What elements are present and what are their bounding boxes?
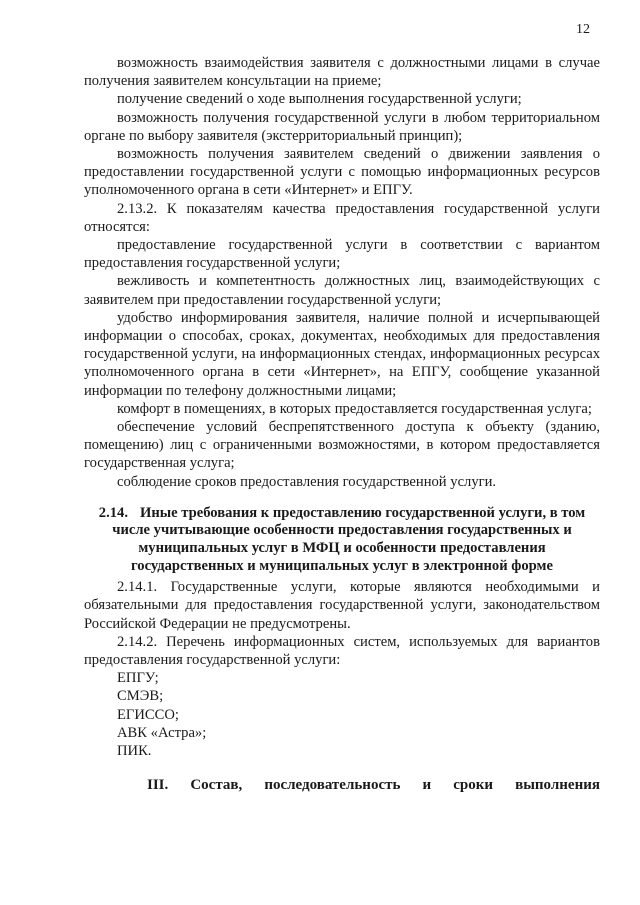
section-word: выполнения [515,777,600,794]
section-word: Состав, [190,777,243,794]
section-heading-2-14 [84,505,600,575]
section-number: III. [147,777,169,794]
list-item: СМЭВ; [117,688,164,705]
paragraph: вежливость и компетентность должностных лиц, взаимодействующих с заявителем при предоставлении государственной услуги; [84,273,600,308]
paragraph: возможность получения заявителем сведений о движении заявления о предоставлении государственной услуги с помощью информационных ресурсов уполномоченного органа в сети «Интернет» и ЕПГУ. [84,146,600,199]
paragraph: 2.13.2. К показателям качества предоставления государственной услуги относятся: [84,200,600,235]
paragraph: 2.14.2. Перечень информационных систем, используемых для вариантов предоставления государственной услуги: [84,633,600,669]
section-heading-iii [84,776,600,794]
paragraph: удобство информирования заявителя, наличие полной и исчерпывающей информации о способах, сроках, документах, необходимых для предоставления государственной услуги, на информационных стендах, информационных ресурсах уполномоченного органа в сети «Интернет», на ЕПГУ, сообщение указанной информации по телефону должностными лицами; [84,309,600,399]
paragraph: получение сведений о ходе выполнения государственной услуги; [117,91,522,108]
section-word: сроки [453,777,494,794]
heading-number: 2.14. [98,504,128,521]
page-number: 12 [576,22,590,37]
paragraph: предоставление государственной услуги в соответствии с вариантом предоставления государственной услуги; [84,237,600,272]
section-word: и [422,777,432,794]
list-item: ПИК. [117,743,152,760]
list-item: АВК «Астра»; [117,724,207,741]
paragraph: обеспечение условий беспрепятственного доступа к объекту (зданию, помещению) лиц с ограниченными возможностями, в котором предоставляется государственная услуга; [84,419,600,472]
heading-text: Иные требования к предоставлению государственной услуги, в том числе учитывающие особенности предоставления государственных и муниципальных услуг в МФЦ и особенности предоставления государственных и муниципальных услуг в электронной форме [112,504,586,574]
paragraph: 2.14.1. Государственные услуги, которые являются необходимыми и обязательными для предоставления государственной услуги, законодательством Российской Федерации не предусмотрены. [84,579,600,632]
paragraph: соблюдение сроков предоставления государственной услуги. [117,473,497,490]
paragraph: комфорт в помещениях, в которых предоставляется государственная услуга; [117,400,592,417]
section-word: последовательность [264,777,401,794]
document-body [84,54,600,794]
paragraph: возможность взаимодействия заявителя с должностными лицами в случае получения заявителем консультации на приеме; [84,55,600,90]
paragraph: возможность получения государственной услуги в любом территориальном органе по выбору заявителя (экстерриториальный принцип); [84,109,600,144]
list-item: ЕГИССО; [117,706,179,723]
list-item: ЕПГУ; [117,670,159,687]
